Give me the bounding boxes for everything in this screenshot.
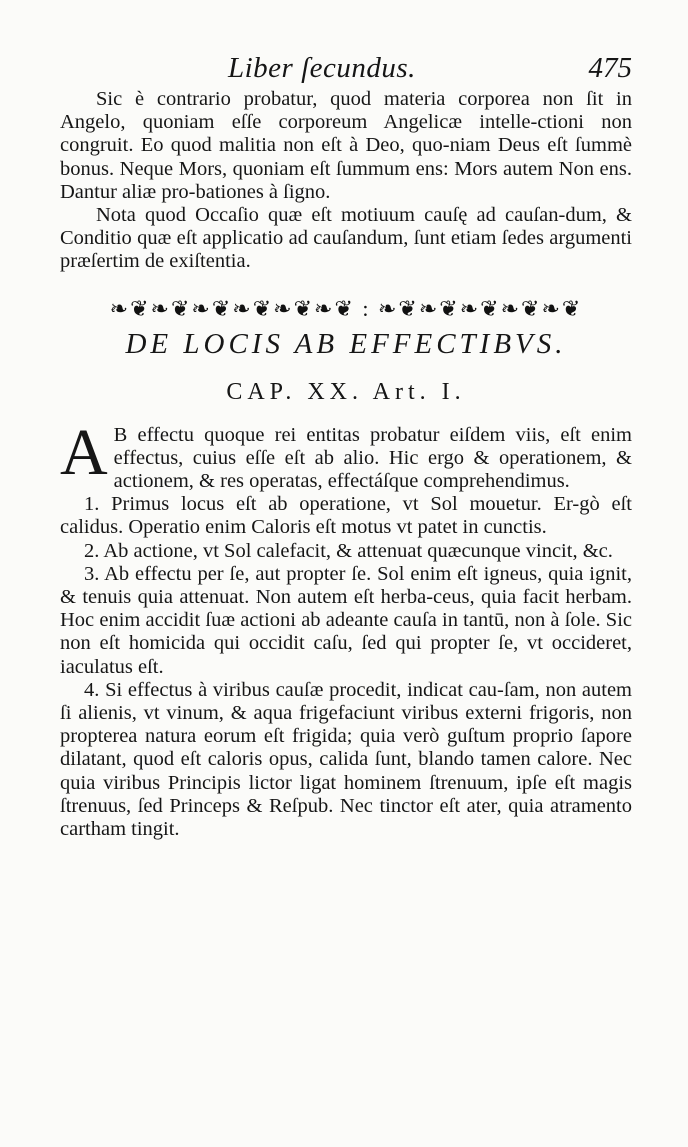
numbered-paragraph-3: 3. Ab effectu per ſe, aut propter ſe. Sol enim eſt igneus, quia ignit, & tenuis quia attenuat. Non autem eſt herba-ceus, quia facit herbam. Hoc enim accidit ſuæ actioni ab adeante cauſa in tantū, non à ſole. Sic non eſt homicida qui occidit caſu, ſed qui propter ſe, vt occideret, iaculatus eſt.: [60, 562, 632, 678]
intro-paragraph: [60, 415, 632, 494]
running-head: [60, 52, 632, 92]
ornament-divider: ❧❦❧❦❧❦❧❦❧❦❧❦ : ❧❦❧❦❧❦❧❦❧❦: [109, 295, 583, 321]
page-number: 475: [588, 52, 632, 84]
running-title: Liber ſecundus.: [228, 52, 416, 84]
paragraph-proofs-contrary: Sic è contrario probatur, quod materia corporea non ſit in Angelo, quoniam eſſe corporeum Angelicæ intelle-ctioni non congruit. Eo quod malitia non eſt à Deo, quo-niam Deus eſt ſummè bonus. Neque Mors, quoniam eſt ſummum ens: Mors autem Non ens. Dantur aliæ pro-bationes à ſigno.: [60, 88, 632, 203]
drop-cap: A: [60, 415, 108, 489]
numbered-paragraph-1: 1. Primus locus eſt ab operatione, vt Sol mouetur. Er-gò eſt calidus. Operatio enim Caloris eſt motus vt patet in cunctis.: [60, 493, 632, 539]
numbered-paragraph-4: 4. Si effectus à viribus cauſæ procedit, indicat cau-ſam, non autem ſi alienis, vt vinum, & aqua frigefaciunt viribus externi frigoris, non propterea natura eorum eſt frigida; quia verò guſtum proprio ſapore dilatant, quod eſt caloris opus, calida ſunt, blando tamen calore. Nec quia viribus Principis lictor ligat hominem ſtrenuum, ipſe eſt magis ſtrenuus, ſed Princeps & Reſpub. Nec tinctor eſt ater, quia atramento cartham tingit.: [60, 678, 632, 841]
chapter-heading: CAP. XX. Art. I.: [226, 378, 466, 405]
page-body: [60, 88, 632, 841]
numbered-paragraph-2: 2. Ab actione, vt Sol calefacit, & attenuat quæcunque vincit, &c.: [84, 539, 613, 562]
paragraph-occasio-conditio: Nota quod Occaſio quæ eſt motiuum cauſę ad cauſan-dum, & Conditio quæ eſt applicatio ad cauſandum, ſunt etiam ſedes argumenti præſertim de exiſtentia.: [60, 204, 632, 273]
section-title: DE LOCIS AB EFFECTIBVS.: [125, 327, 567, 360]
intro-text: B effectu quoque rei entitas probatur eiſdem viis, eſt enim effectus, cuius eſſe eſt ab alio. Hic ergo & operationem, & actionem, & res operatas, effectáſque comprehendimus.: [113, 423, 632, 493]
